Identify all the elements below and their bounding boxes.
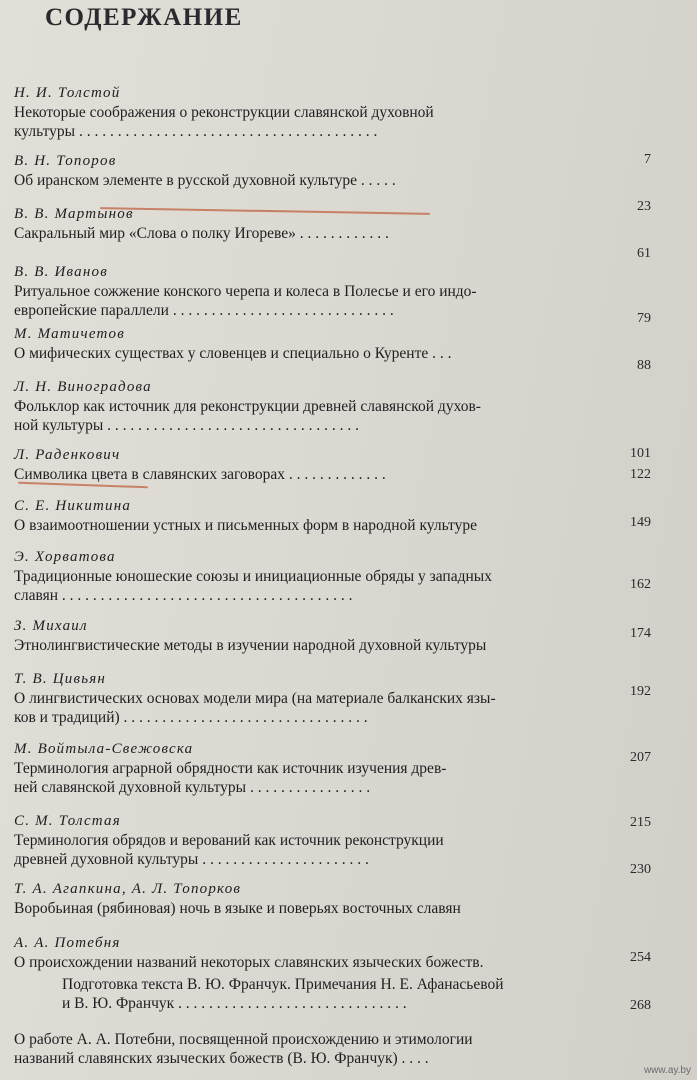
entry-title: Терминология обрядов и верований как источник реконструкции bbox=[14, 832, 444, 849]
entry-title-continued: древней духовной культуры . . . . . . . . . . . . . . . . . . . . . . bbox=[14, 851, 369, 868]
entry-title-continued: культуры . . . . . . . . . . . . . . . . . . . . . . . . . . . . . . . . . . . . . . . bbox=[14, 123, 378, 140]
entry-author: В. В. Мартынов bbox=[14, 206, 134, 222]
entry-title-continued: ней славянской духовной культуры . . . . . . . . . . . . . . . . bbox=[14, 779, 371, 796]
page-number: 254 bbox=[630, 950, 651, 965]
entry-title: О мифических существах у словенцев и специально о Куренте . . . bbox=[14, 345, 452, 362]
toc-entry[interactable] bbox=[14, 84, 614, 141]
entry-title: Терминология аграрной обрядности как источник изучения древ- bbox=[14, 760, 447, 777]
toc-entry[interactable] bbox=[14, 325, 614, 363]
entry-title: Символика цвета в славянских заговорах . . . . . . . . . . . . . bbox=[14, 466, 386, 483]
entry-author: М. Войтыла-Свежовска bbox=[14, 741, 194, 757]
entry-title: О лингвистических основах модели мира (на материале балканских язы- bbox=[14, 690, 496, 707]
page-number: 192 bbox=[630, 684, 651, 699]
entry-title-continued: ков и традиций) . . . . . . . . . . . . . . . . . . . . . . . . . . . . . . . . bbox=[14, 709, 368, 726]
entry-title-continued: и В. Ю. Франчук . . . . . . . . . . . . . . . . . . . . . . . . . . . . . . bbox=[62, 995, 407, 1012]
entry-author: З. Михаил bbox=[14, 618, 88, 634]
entry-title-continued: славян . . . . . . . . . . . . . . . . . . . . . . . . . . . . . . . . . . . . . . bbox=[14, 587, 353, 604]
toc-entry[interactable] bbox=[14, 975, 614, 1013]
entry-title: О происхождении названий некоторых славянских языческих божеств. bbox=[14, 954, 484, 971]
page-number: 61 bbox=[637, 246, 651, 261]
entry-author: В. В. Иванов bbox=[14, 264, 108, 280]
entry-title: Об иранском элементе в русской духовной культуре . . . . . bbox=[14, 172, 396, 189]
page-number: 122 bbox=[630, 467, 651, 482]
entry-author: А. А. Потебня bbox=[14, 935, 121, 951]
toc-entry[interactable] bbox=[14, 378, 614, 435]
entry-title-continued: ной культуры . . . . . . . . . . . . . . . . . . . . . . . . . . . . . . . . . bbox=[14, 417, 360, 434]
entry-title: О взаимоотношении устных и письменных форм в народной культуре bbox=[14, 517, 478, 534]
page-number: 230 bbox=[630, 862, 651, 877]
entry-title: О работе А. А. Потебни, посвященной происхождению и этимологии bbox=[14, 1031, 473, 1048]
page-number: 215 bbox=[630, 815, 651, 830]
page-number: 7 bbox=[644, 152, 651, 167]
toc-entry[interactable] bbox=[14, 812, 614, 869]
toc-entry[interactable] bbox=[14, 880, 614, 918]
contents-heading: СОДЕРЖАНИЕ bbox=[45, 4, 243, 31]
entry-title: Некоторые соображения о реконструкции славянской духовной bbox=[14, 104, 434, 121]
page-number: 79 bbox=[637, 311, 651, 326]
entry-title-continued: европейские параллели . . . . . . . . . . . . . . . . . . . . . . . . . . . . . bbox=[14, 302, 394, 319]
entry-title: Подготовка текста В. Ю. Франчук. Примечания Н. Е. Афанасьевой bbox=[62, 976, 504, 993]
toc-entry[interactable] bbox=[14, 205, 614, 243]
entry-title: Фольклор как источник для реконструкции древней славянской духов- bbox=[14, 398, 481, 415]
page-number: 88 bbox=[637, 358, 651, 373]
page-number: 23 bbox=[637, 199, 651, 214]
page-number: 174 bbox=[630, 626, 651, 641]
entry-author: С. Е. Никитина bbox=[14, 498, 132, 514]
page-number: 162 bbox=[630, 577, 651, 592]
entry-title: Этнолингвистические методы в изучении народной духовной культуры bbox=[14, 637, 487, 654]
toc-entry[interactable] bbox=[14, 934, 614, 972]
entry-author: Э. Хорватова bbox=[14, 549, 116, 565]
entry-title: Сакральный мир «Слова о полку Игореве» . . . . . . . . . . . . bbox=[14, 225, 389, 242]
entry-title: Традиционные юношеские союзы и инициационные обряды у западных bbox=[14, 568, 492, 585]
toc-entry[interactable] bbox=[14, 548, 614, 605]
toc-entry[interactable] bbox=[14, 263, 614, 320]
toc-entry[interactable] bbox=[14, 1030, 614, 1068]
page-number: 207 bbox=[630, 750, 651, 765]
entry-author: В. Н. Топоров bbox=[14, 153, 117, 169]
toc-entry[interactable] bbox=[14, 446, 614, 484]
page-number: 101 bbox=[630, 446, 651, 461]
toc-entry[interactable] bbox=[14, 617, 614, 655]
page-number: 268 bbox=[630, 998, 651, 1013]
entry-title: Ритуальное сожжение конского черепа и колеса в Полесье и его индо- bbox=[14, 283, 477, 300]
watermark: www.ay.by bbox=[643, 1065, 691, 1076]
toc-entry[interactable] bbox=[14, 497, 614, 535]
toc-entry[interactable] bbox=[14, 670, 614, 727]
entry-author: С. М. Толстая bbox=[14, 813, 121, 829]
toc-entry[interactable] bbox=[14, 152, 614, 190]
entry-author: Т. А. Агапкина, А. Л. Топорков bbox=[14, 881, 242, 897]
entry-author: Л. Н. Виноградова bbox=[14, 379, 152, 395]
entry-title-continued: названий славянских языческих божеств (В. Ю. Франчук) . . . . bbox=[14, 1050, 429, 1067]
entry-author: М. Матичетов bbox=[14, 326, 125, 342]
entry-author: Н. И. Толстой bbox=[14, 85, 121, 101]
page-number: 149 bbox=[630, 515, 651, 530]
entry-title: Воробьиная (рябиновая) ночь в языке и поверьях восточных славян bbox=[14, 900, 461, 917]
entry-author: Л. Раденкович bbox=[14, 447, 121, 463]
entry-author: Т. В. Цивьян bbox=[14, 671, 107, 687]
toc-entry[interactable] bbox=[14, 740, 614, 797]
